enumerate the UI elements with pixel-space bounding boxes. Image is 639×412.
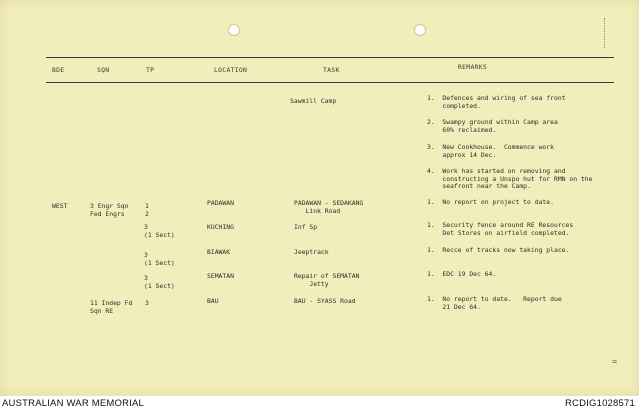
row2-task: PADAWAN - SEDAKANG Link Road (294, 199, 364, 215)
footer-record-id: RCDIG1028571 (565, 398, 635, 409)
row4-tp: 3 (1 Sect) (144, 251, 175, 267)
row4-task: Jeeptrack (294, 248, 329, 256)
row1-remark-2: 2. Swampy ground within Camp area 60% reclaimed. (427, 118, 558, 134)
row5-location: SEMATAN (207, 272, 234, 280)
row2-sqn: 3 Engr Sqn Fed Engrs (90, 202, 129, 218)
row6-sqn: 11 Indep Fd Sqn RE (90, 299, 133, 315)
row2-bde: WEST (52, 202, 68, 210)
header-remarks: REMARKS (458, 63, 488, 71)
row3-tp: 3 (1 Sect) (144, 223, 175, 239)
punch-hole-right (414, 24, 426, 36)
punch-hole-left (228, 24, 240, 36)
row2-location: PADAWAN (207, 199, 234, 207)
row6-location: BAU (207, 297, 219, 305)
row3-location: KUCHING (207, 223, 234, 231)
header-task: TASK (323, 66, 340, 74)
header-rule-bottom (46, 82, 614, 83)
row4-location: BIAWAK (207, 248, 231, 256)
header-tp: TP (146, 66, 155, 74)
row2-remarks: 1. No report on project to date. (427, 198, 554, 206)
row5-remarks: 1. EDC 19 Dec 64. (427, 270, 497, 278)
header-sqn: SQN (97, 66, 110, 74)
row3-task: Inf Sp (294, 223, 318, 231)
corner-mark: = (612, 357, 617, 366)
row1-task: Sawmill Camp (290, 97, 337, 105)
row1-remark-4: 4. Work has started on removing and constructing a Unspo hut for RMN on the seafront near the Camp. (427, 167, 593, 191)
row6-task: BAU - SYASS Road (294, 297, 356, 305)
row4-remarks: 1. Recce of tracks now taking place. (427, 246, 570, 254)
edge-marks (604, 18, 609, 48)
header-location: LOCATION (214, 66, 248, 74)
header-bde: BDE (52, 66, 65, 74)
row6-tp: 3 (145, 299, 149, 307)
row3-remarks: 1. Security fence around RE Resources Det Stores on airfield completed. (427, 221, 574, 237)
row6-remarks: 1. No report to date. Report due 21 Dec 64. (427, 295, 562, 311)
row2-tp: 1 2 (145, 202, 149, 218)
row5-task: Repair of SEMATAN Jetty (294, 272, 360, 288)
header-rule-top (46, 57, 614, 58)
row1-remark-3: 3. New Cookhouse. Commence work approx 14 Dec. (427, 143, 554, 159)
row1-remark-1: 1. Defences and wiring of sea front completed. (427, 94, 566, 110)
footer-archive-name: AUSTRALIAN WAR MEMORIAL (2, 398, 145, 409)
row5-tp: 3 (1 Sect) (144, 274, 175, 290)
